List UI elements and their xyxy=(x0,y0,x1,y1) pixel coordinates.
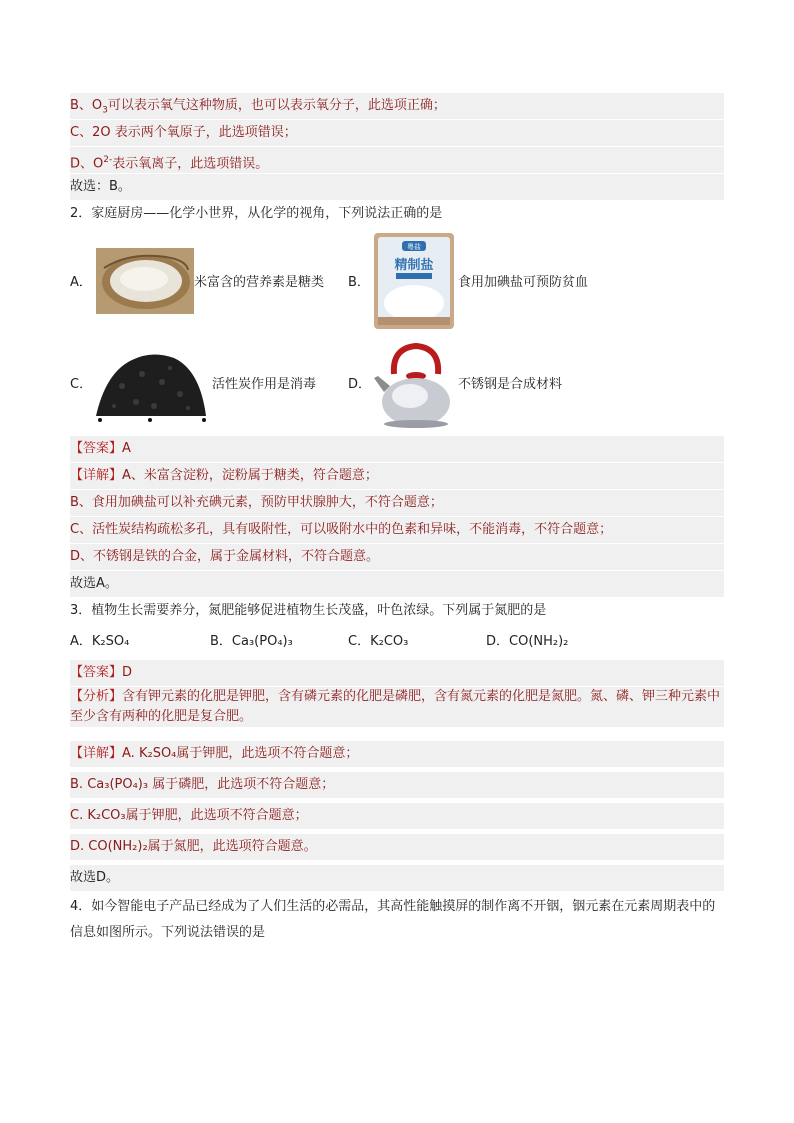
q2-detail-a: 【详解】A、米富含淀粉，淀粉属于糖类，符合题意； xyxy=(70,463,724,489)
q2-option-c-letter: C． xyxy=(70,377,93,392)
q2-option-c-text: 活性炭作用是消毒 xyxy=(212,377,317,392)
kettle-image xyxy=(372,340,458,430)
q2-option-d-text: 不锈钢是合成材料 xyxy=(458,377,563,392)
q3-option-d: D．CO(NH₂)₂ xyxy=(486,634,569,649)
q1-option-c-explanation: C、2O 表示两个氧原子，此选项错误； xyxy=(70,120,724,146)
q3-detail-c: C. K₂CO₃属于钾肥，此选项不符合题意； xyxy=(70,803,724,829)
q2-conclusion: 故选A。 xyxy=(70,571,724,597)
q3-option-a: A．K₂SO₄ xyxy=(70,634,130,649)
q1-option-d-explanation: D、$O^{2-}$表示氧离子，此选项错误。 xyxy=(70,147,724,173)
salt-bag-brand: 粤盐 xyxy=(407,243,421,251)
q3-option-c: C．K₂CO₃ xyxy=(348,634,409,649)
q3-answer: 【答案】D xyxy=(70,660,724,686)
q2-option-d-letter: D． xyxy=(348,377,372,392)
q1-conclusion: 故选：B。 xyxy=(70,174,724,200)
q4-question: 4．如今智能电子产品已经成为了人们生活的必需品，其高性能触摸屏的制作离不开铟，铟元素在元素周期表中的信息如图所示。下列说法错误的是 xyxy=(70,899,716,940)
q1-option-b-explanation: B、$O_3$可以表示氧气这种物质，也可以表示氧分子，此选项正确； xyxy=(70,93,724,119)
q2-detail-b: B、食用加碘盐可以补充碘元素，预防甲状腺肿大，不符合题意； xyxy=(70,490,724,516)
q2-option-a-text: 米富含的营养素是糖类 xyxy=(194,275,325,290)
q3-option-b: B．Ca₃(PO₄)₃ xyxy=(210,634,293,649)
q2-answer: 【答案】A xyxy=(70,436,724,462)
q3-detail-b: B. Ca₃(PO₄)₃ 属于磷肥，此选项不符合题意； xyxy=(70,772,724,798)
q3-detail-d: D. CO(NH₂)₂属于氮肥，此选项符合题意。 xyxy=(70,834,724,860)
q2-option-a-letter: A． xyxy=(70,275,92,290)
q2-option-b-text: 食用加碘盐可预防贫血 xyxy=(458,275,589,290)
salt-bag-image xyxy=(372,233,456,329)
q2-question: 2．家庭厨房——化学小世界，从化学的视角，下列说法正确的是 xyxy=(70,206,443,221)
q3-conclusion: 故选D。 xyxy=(70,865,724,891)
q2-detail-d: D、不锈钢是铁的合金，属于金属材料，不符合题意。 xyxy=(70,544,724,570)
activated-carbon-image xyxy=(92,346,210,424)
q3-question: 3．植物生长需要养分，氮肥能够促进植物生长茂盛，叶色浓绿。下列属于氮肥的是 xyxy=(70,603,547,618)
q2-option-b-letter: B． xyxy=(348,275,370,290)
q3-detail-a: 【详解】A. K₂SO₄属于钾肥，此选项不符合题意； xyxy=(70,741,724,767)
rice-image xyxy=(96,248,194,314)
q2-detail-c: C、活性炭结构疏松多孔，具有吸附性，可以吸附水中的色素和异味，不能消毒，不符合题意； xyxy=(70,517,724,543)
q3-analysis: 【分析】含有钾元素的化肥是钾肥，含有磷元素的化肥是磷肥，含有氮元素的化肥是氮肥。氮、磷、钾三种元素中至少含有两种的化肥是复合肥。 xyxy=(70,687,724,727)
salt-bag-title: 精制盐 xyxy=(394,258,434,273)
